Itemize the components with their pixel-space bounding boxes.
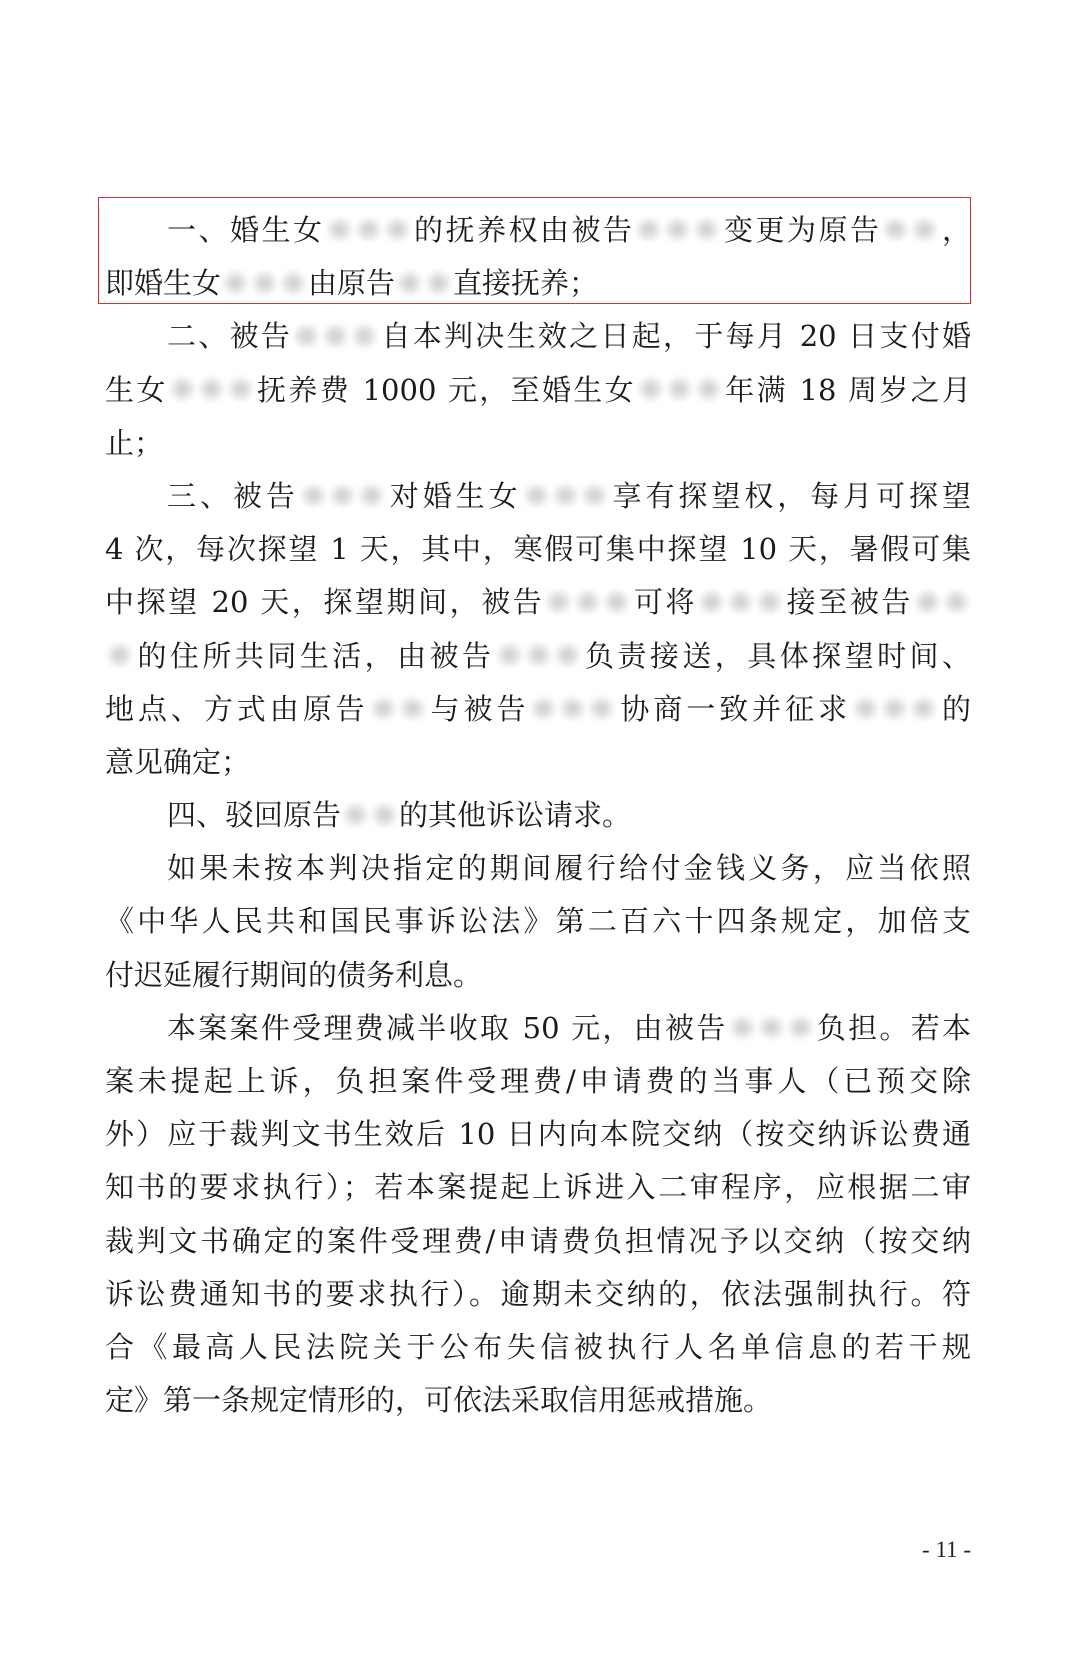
text-line	[105, 417, 971, 470]
text-run: 三、被告	[167, 478, 299, 513]
text-line	[105, 364, 971, 417]
text-line	[105, 257, 971, 310]
paragraph	[105, 789, 971, 842]
text-run: 生女	[105, 372, 168, 407]
redacted-name	[522, 482, 609, 510]
text-run: 案未提起上诉，负担案件受理费/申请费的当事人（已预交除	[105, 1064, 971, 1098]
text-run: ，	[939, 213, 971, 247]
text-line	[105, 576, 971, 629]
highlighted-paragraph	[105, 204, 971, 310]
text-run: 4 次，每次探望 1 天，其中，寒假可集中探望 10 天，暑假可集	[105, 532, 971, 567]
text-line	[105, 683, 971, 736]
paragraph	[105, 310, 971, 470]
redacted-name	[325, 216, 412, 244]
judgment-text-body	[105, 204, 971, 1427]
text-run: 二、被告	[167, 319, 293, 354]
text-run: 定》第一条规定情形的，可依法采取信用惩戒措施。	[105, 1383, 773, 1418]
text-line	[105, 842, 971, 895]
text-run: 对婚生女	[385, 478, 522, 513]
text-run: 一、婚生女	[167, 213, 325, 247]
text-run: 知书的要求执行）；若本案提起上诉进入二审程序，应根据二审	[105, 1170, 971, 1205]
text-run: 裁判文书确定的案件受理费/申请费负担情况予以交纳（按交纳	[105, 1223, 971, 1258]
text-run: 合《最高人民法院关于公布失信被执行人名单信息的若干规	[105, 1329, 971, 1364]
text-line	[105, 736, 971, 789]
redacted-name	[913, 588, 971, 616]
text-run: 享有探望权，每月可探望	[608, 478, 971, 513]
redacted-name	[728, 1014, 815, 1042]
text-run: 外）应于裁判文书生效后 10 日内向本院交纳（按交纳诉讼费通	[105, 1117, 971, 1152]
text-line	[105, 1108, 971, 1161]
text-run: 四、驳回原告	[167, 798, 342, 833]
text-run: 诉讼费通知书的要求执行）。逾期未交纳的，依法强制执行。符	[105, 1276, 971, 1311]
text-run: 付迟延履行期间的债务利息。	[105, 957, 483, 992]
text-run: 中探望 20 天，探望期间，被告	[105, 585, 545, 620]
text-run: 止；	[105, 425, 164, 460]
text-line	[105, 630, 971, 683]
text-run: 负担。若本	[814, 1010, 971, 1045]
redacted-name	[881, 216, 939, 244]
text-line	[105, 1161, 971, 1214]
paragraph	[105, 470, 971, 789]
redacted-name	[636, 375, 723, 403]
text-run: 自本判决生效之日起，于每月 20 日支付婚	[379, 319, 971, 354]
redacted-name	[369, 695, 427, 723]
text-run: 的住所共同生活，由被告	[134, 638, 495, 673]
text-run: 意见确定；	[105, 744, 251, 779]
text-run: 即婚生女	[105, 266, 222, 301]
text-line	[105, 1055, 971, 1108]
page-number: - 11 -	[922, 1537, 971, 1562]
text-line	[105, 523, 971, 576]
text-run: 本案案件受理费减半收取 50 元，由被告	[167, 1010, 728, 1045]
redacted-name	[634, 216, 721, 244]
redacted-name	[544, 588, 631, 616]
text-run: 年满 18 周岁之月	[722, 372, 971, 407]
text-line	[105, 470, 971, 523]
redacted-name	[851, 695, 938, 723]
text-line	[105, 1374, 971, 1427]
text-run: 《中华人民共和国民事诉讼法》第二百六十四条规定，加倍支	[105, 904, 971, 939]
redacted-name	[168, 375, 255, 403]
text-line	[105, 949, 971, 1002]
text-run: 的	[938, 691, 971, 726]
text-line	[105, 895, 971, 948]
text-run: 抚养费 1000 元，至婚生女	[254, 372, 636, 407]
text-run: 与被告	[426, 691, 530, 726]
text-run: 协商一致并征求	[616, 691, 852, 726]
redacted-name	[495, 641, 582, 669]
text-run: 由原告	[308, 266, 396, 301]
paragraph	[105, 1002, 971, 1428]
text-run: 接至被告	[784, 585, 913, 620]
text-run: 可将	[631, 585, 698, 620]
text-run: 负责接送，具体探望时间、	[581, 638, 971, 673]
text-line	[105, 1215, 971, 1268]
text-run: 地点、方式由原告	[105, 691, 369, 726]
text-run: 如果未按本判决指定的期间履行给付金钱义务，应当依照	[167, 851, 971, 886]
text-line	[105, 1321, 971, 1374]
redacted-name	[221, 269, 308, 297]
text-run: 的其他诉讼请求。	[399, 798, 632, 833]
text-run: 直接抚养；	[453, 266, 599, 301]
redacted-name	[395, 269, 453, 297]
text-line	[105, 1002, 971, 1055]
redacted-name	[299, 482, 386, 510]
text-run: 的抚养权由被告	[411, 213, 635, 247]
text-run: 变更为原告	[721, 213, 882, 247]
redacted-name	[105, 641, 134, 669]
text-line	[105, 310, 971, 363]
redacted-name	[292, 322, 379, 350]
text-line	[105, 204, 971, 257]
redacted-name	[529, 695, 616, 723]
paragraph	[105, 842, 971, 1002]
redacted-name	[697, 588, 784, 616]
text-line	[105, 789, 971, 842]
text-line	[105, 1268, 971, 1321]
redacted-name	[341, 801, 399, 829]
